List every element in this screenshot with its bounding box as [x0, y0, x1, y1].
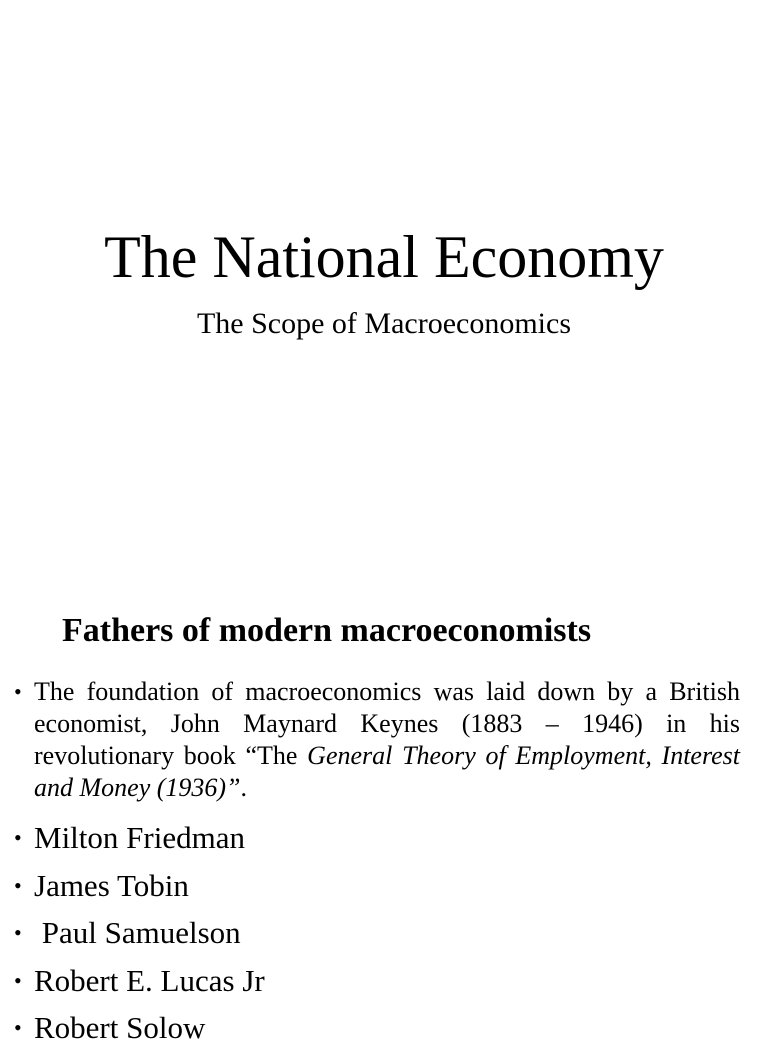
economist-name: Robert E. Lucas Jr [34, 962, 265, 998]
slide-title: The National Economy [104, 224, 664, 290]
bullet-economist-name [0, 957, 768, 1005]
slide-subtitle: The Scope of Macroeconomics [196, 307, 572, 340]
economist-name: Milton Friedman [34, 820, 245, 855]
bullet-dot-icon: • [14, 679, 22, 704]
economist-name: Robert Solow [34, 1010, 206, 1045]
keynes-text: The foundation of macroeconomics was laid down by a British economist, John Maynard Keynes (1883 – 1946) in his revolutionary book “The [34, 677, 740, 770]
keynes-text-end: . [240, 773, 248, 802]
bullet-dot-icon: • [14, 825, 22, 850]
bullet-economist-name [0, 909, 768, 957]
economist-name: Paul Samuelson [34, 915, 241, 950]
bullet-economist-name [0, 862, 768, 910]
bullet-dot-icon: • [14, 872, 22, 898]
book-title: General Theory of Employment, Interest and Money (1936)” [34, 741, 741, 802]
bullet-dot-icon: • [14, 1015, 22, 1040]
bullet-dot-icon: • [14, 967, 22, 993]
economist-name: James Tobin [34, 867, 189, 903]
bullet-economist-name [0, 814, 768, 862]
section-heading: Fathers of modern macroeconomists [62, 612, 592, 649]
bullet-keynes-foundation [0, 676, 768, 804]
economists-bullet-list [0, 676, 768, 1052]
bullet-economist-name [0, 1004, 768, 1052]
bullet-dot-icon: • [14, 920, 22, 945]
